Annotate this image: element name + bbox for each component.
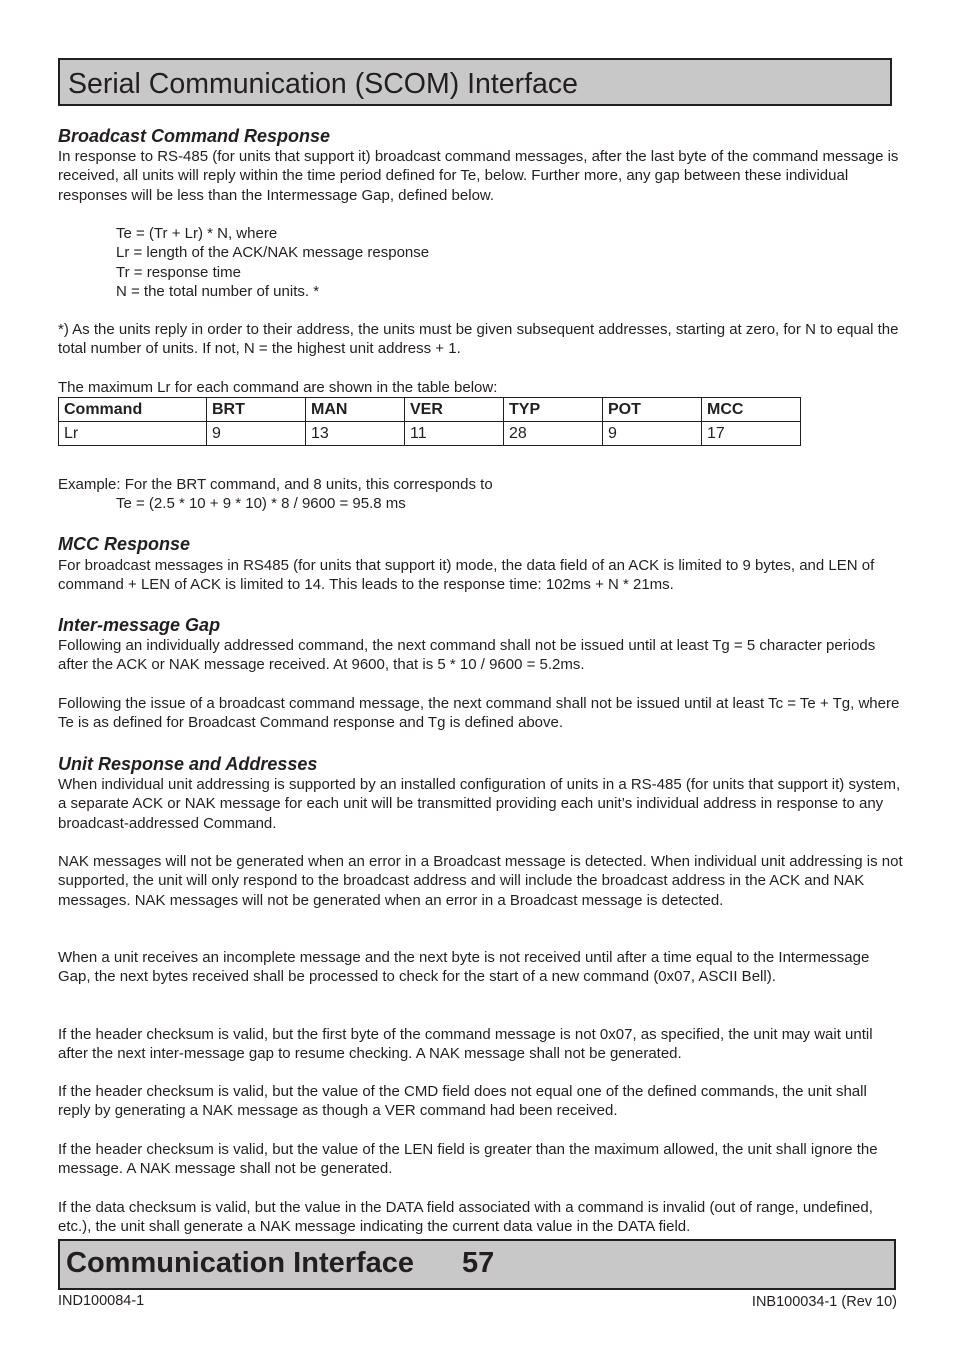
document-id-right: INB100034-1 (Rev 10) xyxy=(751,1294,897,1310)
table-header-cell: POT xyxy=(603,398,702,422)
table-header-row xyxy=(59,398,801,422)
section-heading-broadcast: Broadcast Command Response xyxy=(58,126,331,146)
table-cell: 17 xyxy=(702,422,801,446)
gap-paragraph-1: Following an individually addressed command, the next command shall not be issued until at least Tg = 5 character periods after the ACK or NAK message received. At 9600, that is 5 * 10 / 9600 = 5.2ms. xyxy=(58,637,876,674)
table-cell: 9 xyxy=(603,422,702,446)
formula-line: Te = (Tr + Lr) * N, where xyxy=(116,225,278,242)
unit-paragraph: If the header checksum is valid, but the first byte of the command message is not 0x07, as specified, the unit may wait until after the next inter-message gap to resume checking. A NAK message shall not be generated. xyxy=(58,1026,873,1063)
section-heading-unit: Unit Response and Addresses xyxy=(58,754,318,774)
table-cell: 11 xyxy=(405,422,504,446)
table-cell: 28 xyxy=(504,422,603,446)
lr-table xyxy=(58,397,801,446)
unit-paragraph: If the header checksum is valid, but the value of the CMD field does not equal one of the defined commands, the unit shall reply by generating a NAK message as though a VER command had been received. xyxy=(58,1083,867,1120)
table-cell: 9 xyxy=(207,422,306,446)
page-header-title: Serial Communication (SCOM) Interface xyxy=(68,68,578,100)
table-header-cell: Command xyxy=(59,398,207,422)
formula-line: N = the total number of units. * xyxy=(116,283,320,300)
example-line: Example: For the BRT command, and 8 units, this corresponds to xyxy=(58,476,493,493)
broadcast-intro: In response to RS-485 (for units that support it) broadcast command messages, after the last byte of the command message is received, all units will reply within the time period defined for Te, below. Further more, any gap between these individual responses will be less than the Intermessage Gap, defined below. xyxy=(58,148,899,204)
broadcast-footnote: *) As the units reply in order to their address, the units must be given subsequent addresses, starting at zero, for N to equal the total number of units. If not, N = the highest unit address + 1. xyxy=(58,321,899,358)
table-header-cell: VER xyxy=(405,398,504,422)
footer-title: Communication Interface xyxy=(66,1247,415,1279)
table-header-cell: BRT xyxy=(207,398,306,422)
gap-paragraph-2: Following the issue of a broadcast command message, the next command shall not be issued until at least Tc = Te + Tg, where Te is as defined for Broadcast Command response and Tg is defined above. xyxy=(58,695,900,732)
mcc-text: For broadcast messages in RS485 (for units that support it) mode, the data field of an ACK is limited to 9 bytes, and LEN of command + LEN of ACK is limited to 14. This leads to the response time: 102ms + N * 21ms. xyxy=(58,557,875,594)
table-cell: Lr xyxy=(59,422,207,446)
unit-paragraph: NAK messages will not be generated when an error in a Broadcast message is detected. When individual unit addressing is not supported, the unit will only respond to the broadcast address and will include the broadcast address in the ACK and NAK messages. NAK messages will not be generated when an error in a Broadcast message is detected. xyxy=(58,853,903,909)
formula-line: Tr = response time xyxy=(116,264,241,281)
example-formula: Te = (2.5 * 10 + 9 * 10) * 8 / 9600 = 95.8 ms xyxy=(116,495,406,512)
footer-bar xyxy=(58,1239,896,1290)
table-header-cell: MCC xyxy=(702,398,801,422)
table-row xyxy=(59,422,801,446)
header-bar xyxy=(58,58,892,106)
section-heading-mcc: MCC Response xyxy=(58,534,191,554)
table-header-cell: TYP xyxy=(504,398,603,422)
page-number: 57 xyxy=(462,1247,495,1279)
unit-paragraph: When individual unit addressing is supported by an installed configuration of units in a RS-485 (for units that support it) system, a separate ACK or NAK message for each unit will be transmitted providing each unit’s individual address in response to any broadcast-addressed Command. xyxy=(58,776,901,832)
unit-paragraph: If the header checksum is valid, but the value of the LEN field is greater than the maximum allowed, the unit shall ignore the message. A NAK message shall not be generated. xyxy=(58,1141,878,1178)
table-header-cell: MAN xyxy=(306,398,405,422)
formula-line: Lr = length of the ACK/NAK message response xyxy=(116,244,430,261)
table-cell: 13 xyxy=(306,422,405,446)
section-heading-gap: Inter-message Gap xyxy=(58,615,221,635)
table-intro: The maximum Lr for each command are shown in the table below: xyxy=(58,379,498,396)
document-id-left: IND100084-1 xyxy=(58,1293,145,1309)
unit-paragraph: When a unit receives an incomplete message and the next byte is not received until after a time equal to the Intermessage Gap, the next bytes received shall be processed to check for the start of a new command (0x07, ASCII Bell). xyxy=(58,949,870,986)
unit-paragraph: If the data checksum is valid, but the value in the DATA field associated with a command is invalid (out of range, undefined, etc.), the unit shall generate a NAK message indicating the current data value in the DATA field. xyxy=(58,1199,873,1236)
